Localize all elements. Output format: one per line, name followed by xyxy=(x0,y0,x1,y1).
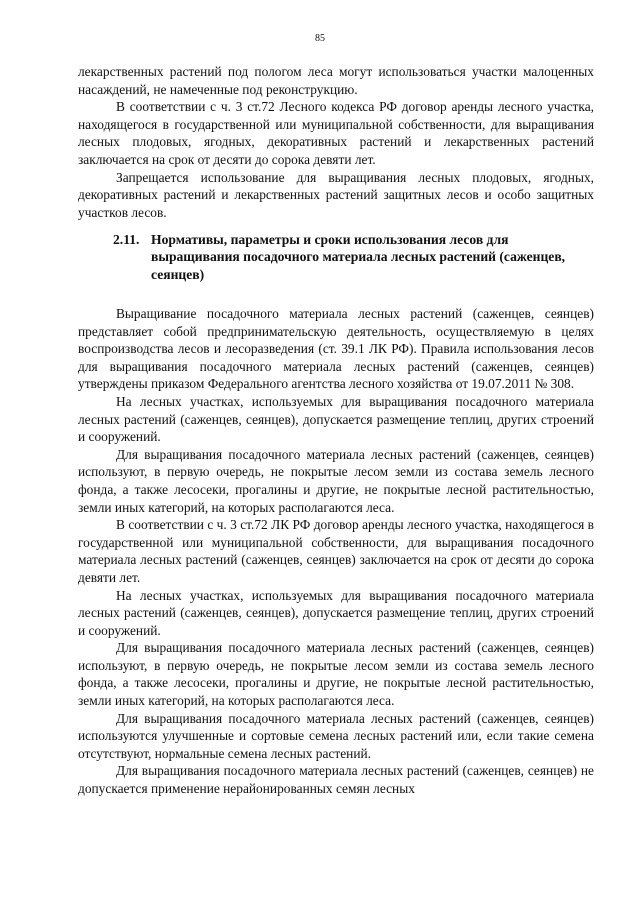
page-number: 85 xyxy=(315,33,325,44)
paragraph: Для выращивания посадочного материала лесных растений (саженцев, сеянцев) не допускается применение нерайонированных семян лесных xyxy=(78,763,594,797)
section-heading xyxy=(113,231,573,283)
paragraph: В соответствии с ч. 3 ст.72 Лесного кодекса РФ договор аренды лесного участка, находящегося в государственной или муниципальной собственности, для выращивания лесных плодовых, ягодных, декоративных растений и лекарственных растений заключается на срок от десяти до сорока девяти лет. xyxy=(78,99,594,167)
paragraph: Выращивание посадочного материала лесных растений (саженцев, сеянцев) представляет собой предпринимательскую деятельность, осуществляемую в целях воспроизводства лесов и лесоразведения (ст. 39.1 ЛК РФ). Правила использования лесов для выращивания посадочного материала лесных растений (саженцев, сеянцев) утверждены приказом Федерального агентства лесного хозяйства от 19.07.2011 № 308. xyxy=(78,306,594,392)
top-text-block xyxy=(78,63,594,221)
paragraph: На лесных участках, используемых для выращивания посадочного материала лесных растений (саженцев, сеянцев), допускается размещение теплиц, других строений и сооружений. xyxy=(78,587,594,638)
main-text-block xyxy=(78,305,594,798)
paragraph: Для выращивания посадочного материала лесных растений (саженцев, сеянцев) используют, в первую очередь, не покрытые лесом земли из состава земель лесного фонда, а также лесосеки, прогалины и другие, не покрытые лесной растительностью, земли иных категорий, на которых располагаются леса. xyxy=(78,640,594,709)
paragraph: лекарственных растений под пологом леса могут использоваться участки малоценных насаждений, не намеченные под реконструкцию. xyxy=(78,64,594,97)
section-number: 2.11. xyxy=(113,232,140,247)
paragraph: Для выращивания посадочного материала лесных растений (саженцев, сеянцев) используют, в первую очередь, не покрытые лесом земли из состава земель лесного фонда, а также лесосеки, прогалины и другие, не покрытые лесной растительностью, земли иных категорий, на которых располагаются леса. xyxy=(78,446,594,515)
paragraph: Запрещается использование для выращивания лесных плодовых, ягодных, декоративных растений и лекарственных растений защитных лесов и особо защитных участков лесов. xyxy=(78,169,594,220)
paragraph: На лесных участках, используемых для выращивания посадочного материала лесных растений (саженцев, сеянцев), допускается размещение теплиц, других строений и сооружений. xyxy=(78,393,594,445)
section-title: Нормативы, параметры и сроки использования лесов для выращивания посадочного материала лесных растений (саженцев, сеянцев) xyxy=(151,232,566,282)
paragraph: Для выращивания посадочного материала лесных растений (саженцев, сеянцев) используются улучшенные и сортовые семена лесных растений или, если такие семена отсутствуют, нормальные семена лесных растений. xyxy=(78,710,594,761)
paragraph: В соответствии с ч. 3 ст.72 ЛК РФ договор аренды лесного участка, находящегося в государственной или муниципальной собственности, для выращивания посадочного материала лесных растений (саженцев, сеянцев) заключается на срок от десяти до сорока девяти лет. xyxy=(78,517,594,585)
